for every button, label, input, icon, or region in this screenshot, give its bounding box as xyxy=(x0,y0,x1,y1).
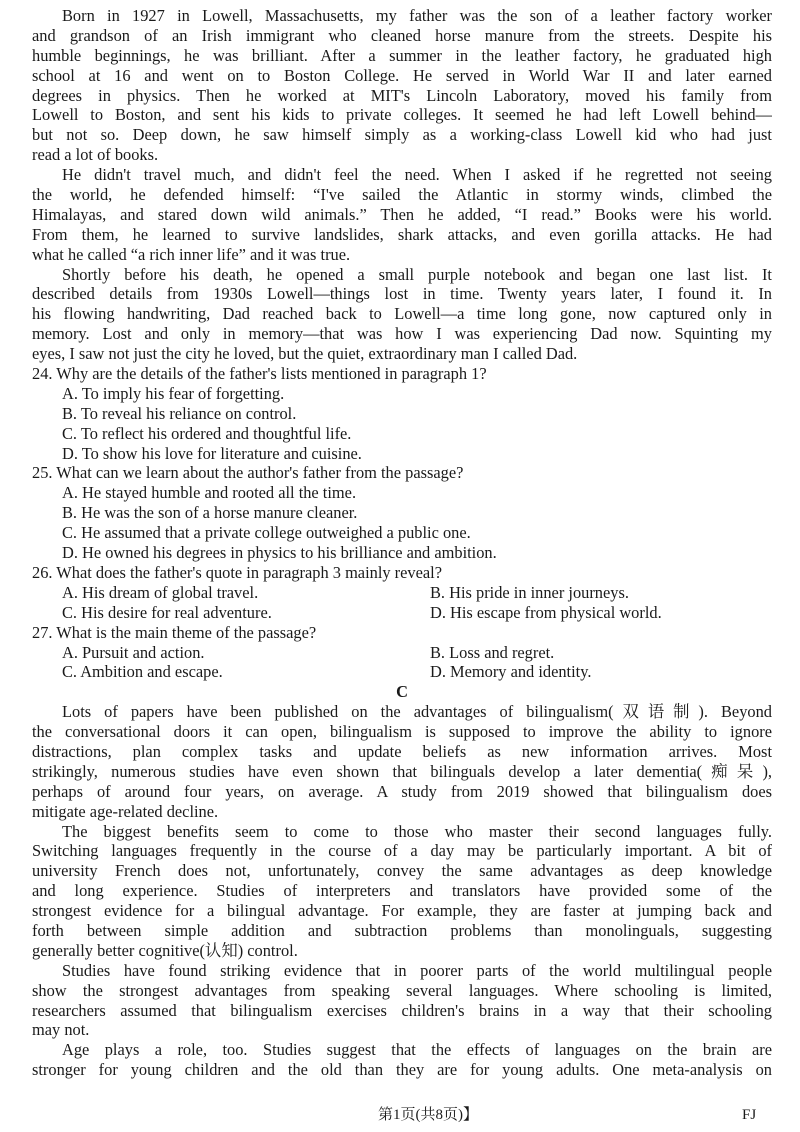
text-line: memory. Lost and only in memory—that was how I was experiencing Dad now. Squinting my xyxy=(32,324,772,344)
question-25 xyxy=(32,463,772,562)
text-line: school at 16 and went on to Boston College. He served in World War II and later earned xyxy=(32,65,772,85)
text-line: He didn't travel much, and didn't feel the need. When I asked if he regretted not seeing xyxy=(62,165,772,185)
page-number: 第1页(共8页)】 xyxy=(378,1107,478,1123)
text-line: what he called “a rich inner life” and it was true. xyxy=(32,244,351,264)
text-line: From them, he learned to survive landslides, shark attacks, and even gorilla attacks. He had xyxy=(32,224,772,244)
paper-code: FJ xyxy=(742,1107,757,1123)
passage-b-paragraph xyxy=(32,6,772,165)
question-stem: 24. Why are the details of the father's lists mentioned in paragraph 1? xyxy=(32,364,487,384)
answer-option: C. To reflect his ordered and thoughtful life. xyxy=(62,423,352,443)
text-line: generally better cognitive(认知) control. xyxy=(32,940,298,960)
passage-c-paragraph xyxy=(32,702,772,821)
options-row xyxy=(32,643,772,663)
answer-option: D. His escape from physical world. xyxy=(430,602,662,622)
options-row xyxy=(32,662,772,682)
text-line: strikingly, numerous studies have even shown that bilinguals develop a later dementia(痴呆), xyxy=(32,761,772,781)
answer-option: D. He owned his degrees in physics to his brilliance and ambition. xyxy=(62,543,497,563)
page-footer xyxy=(0,1104,800,1126)
options-row xyxy=(32,583,772,603)
text-line: and long experience. Studies of interpreters and translators have provided some of the xyxy=(32,881,772,901)
question-stem: 26. What does the father's quote in paragraph 3 mainly reveal? xyxy=(32,562,442,582)
text-line: forth between simple addition and subtraction problems than monolinguals, suggesting xyxy=(32,920,772,940)
text-line: Born in 1927 in Lowell, Massachusetts, my father was the son of a leather factory worker xyxy=(62,6,772,25)
passage-c-paragraph xyxy=(32,1040,772,1080)
answer-option: B. Loss and regret. xyxy=(430,642,555,662)
text-line: The biggest benefits seem to come to those who master their second languages fully. xyxy=(62,821,772,841)
text-line: described details from 1930s Lowell—things lost in time. Twenty years later, I found it. In xyxy=(32,284,772,304)
answer-option: C. Ambition and escape. xyxy=(62,662,223,682)
answer-option: D. To show his love for literature and cuisine. xyxy=(62,443,362,463)
passage-c-paragraph xyxy=(32,961,772,1041)
answer-option: C. He assumed that a private college outweighed a public one. xyxy=(62,523,471,543)
text-line: Switching languages frequently in the course of a day may be particularly important. A bit of xyxy=(32,841,772,861)
text-line: degrees in physics. Then he worked at MIT's Lincoln Laboratory, moved his family from xyxy=(32,85,772,105)
passage-b-paragraph xyxy=(32,265,772,364)
options-row xyxy=(32,603,772,623)
question-26 xyxy=(32,563,772,623)
text-line: Himalayas, and stared down wild animals.” Then he added, “I read.” Books were his world. xyxy=(32,204,772,224)
answer-option: A. His dream of global travel. xyxy=(62,582,259,602)
question-stem: 25. What can we learn about the author's father from the passage? xyxy=(32,463,464,483)
text-line: Studies have found striking evidence that in poorer parts of the world multilingual people xyxy=(62,960,772,980)
answer-option: C. His desire for real adventure. xyxy=(62,602,272,622)
text-line: university French does not, unfortunately, convey the same advantages as deep knowledge xyxy=(32,861,772,881)
text-line: eyes, I saw not just the city he loved, but the quiet, extraordinary man I called Dad. xyxy=(32,344,578,364)
text-line: humble beginnings, he was brilliant. After a summer in the leather factory, he graduated high xyxy=(32,45,772,65)
text-line: perhaps of around four years, on average. A study from 2019 showed that bilingualism does xyxy=(32,781,772,801)
text-line: Lots of papers have been published on the advantages of bilingualism(双语制). Beyond xyxy=(62,702,772,722)
answer-option: B. To reveal his reliance on control. xyxy=(62,403,297,423)
text-line: but not so. Deep down, he saw himself simply as a working-class Lowell kid who had just xyxy=(32,125,772,145)
text-line: Lowell to Boston, and sent his kids to private colleges. It seemed he had left Lowell behind— xyxy=(32,105,772,125)
section-heading: C xyxy=(396,682,408,702)
passage-b-paragraph xyxy=(32,165,772,264)
question-27 xyxy=(32,623,772,683)
question-24 xyxy=(32,364,772,463)
text-line: researchers assumed that bilingualism exercises children's brains in a way that their schooling xyxy=(32,1000,772,1020)
answer-option: B. He was the son of a horse manure cleaner. xyxy=(62,503,358,523)
answer-option: B. His pride in inner journeys. xyxy=(430,582,629,602)
text-line: Shortly before his death, he opened a small purple notebook and began one last list. It xyxy=(62,264,772,284)
text-line: the world, he defended himself: “I've sailed the Atlantic in stormy winds, climbed the xyxy=(32,185,772,205)
text-line: his flowing handwriting, Dad reached back to Lowell—a time long gone, now captured only in xyxy=(32,304,772,324)
answer-option: A. He stayed humble and rooted all the time. xyxy=(62,483,357,503)
text-line: stronger for young children and the old than they are for young adults. One meta-analysis on xyxy=(32,1060,772,1080)
answer-option: D. Memory and identity. xyxy=(430,662,592,682)
passage-c-paragraph xyxy=(32,822,772,961)
text-line: mitigate age-related decline. xyxy=(32,801,219,821)
answer-option: A. To imply his fear of forgetting. xyxy=(62,383,285,403)
text-line: distractions, plan complex tasks and update beliefs as new information arrives. Most xyxy=(32,741,772,761)
text-line: read a lot of books. xyxy=(32,145,159,165)
text-line: Age plays a role, too. Studies suggest that the effects of languages on the brain are xyxy=(62,1040,772,1060)
text-line: the conversational doors it can open, bilingualism is supposed to improve the ability to ignore xyxy=(32,722,772,742)
answer-option: A. Pursuit and action. xyxy=(62,642,205,662)
question-stem: 27. What is the main theme of the passage? xyxy=(32,622,317,642)
text-line: strongest evidence for a bilingual advantage. For example, they are faster at jumping back and xyxy=(32,901,772,921)
exam-page-content xyxy=(32,6,772,1080)
text-line: show the strongest advantages from speaking several languages. Where schooling is limited, xyxy=(32,980,772,1000)
text-line: may not. xyxy=(32,1020,90,1040)
text-line: and grandson of an Irish immigrant who cleaned horse manure from the streets. Despite his xyxy=(32,25,772,45)
